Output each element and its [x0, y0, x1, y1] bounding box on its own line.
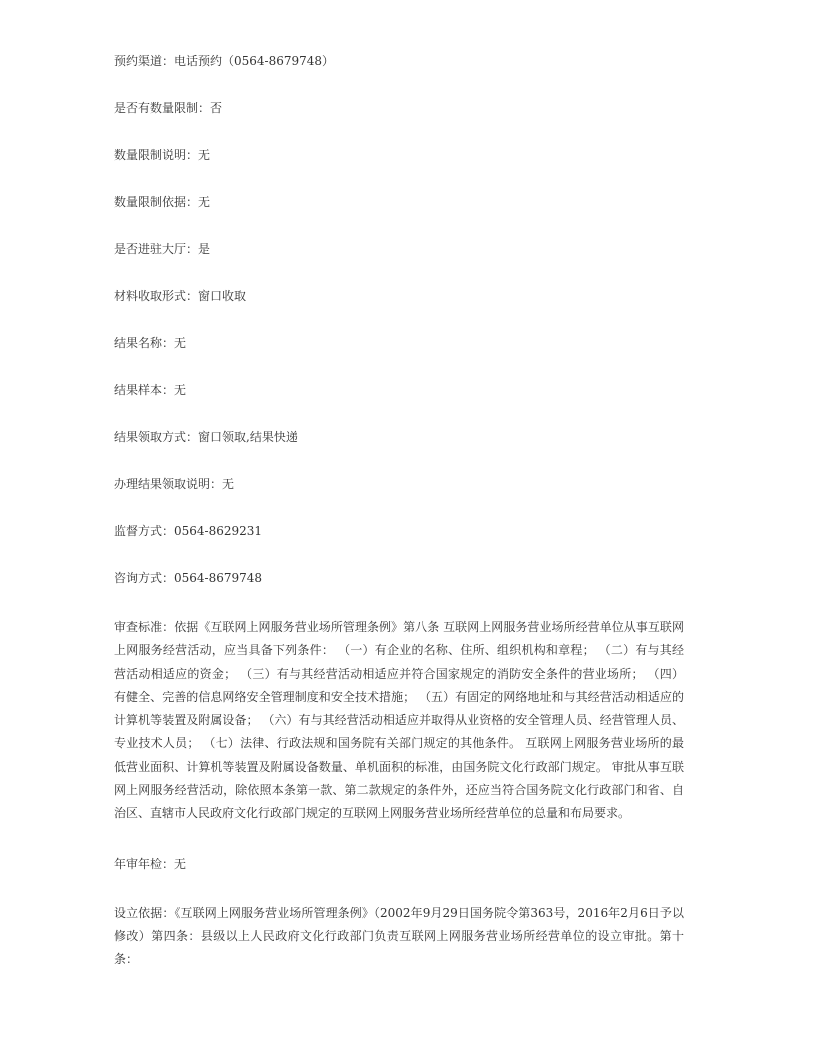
legal-basis-text: 《互联网上网服务营业场所管理条例》（2002年9月29日国务院令第363号，2016年2月6日予以修改）第四条：县级以上人民政府文化行政部门负责互联网上网服务营业场所经营单位的设立审批。第十条：: [114, 905, 684, 967]
field-value: 电话预约（0564-8679748）: [174, 54, 335, 68]
field-label: 预约渠道：: [114, 54, 175, 68]
legal-basis-label: 设立依据：: [114, 905, 175, 920]
field-quantity-limit-basis: [114, 193, 684, 211]
field-label: 是否有数量限制：: [114, 101, 211, 115]
field-annual-review: [114, 855, 684, 873]
field-quantity-limit-description: [114, 146, 684, 164]
field-value: 无: [198, 195, 211, 209]
field-result-name: [114, 334, 684, 352]
field-material-collection: [114, 287, 684, 305]
field-label: 结果名称：: [114, 336, 175, 350]
field-result-sample: [114, 381, 684, 399]
field-label: 材料收取形式：: [114, 289, 199, 303]
review-standard-paragraph: [114, 616, 684, 826]
field-label: 是否进驻大厅：: [114, 242, 199, 256]
field-label: 数量限制依据：: [114, 195, 199, 209]
field-label: 数量限制说明：: [114, 148, 199, 162]
field-in-service-hall: [114, 240, 684, 258]
field-value: 无: [174, 856, 187, 871]
field-value: 无: [174, 383, 187, 397]
review-standard-label: 审查标准：: [114, 620, 175, 634]
field-value: 0564-8679748: [174, 571, 263, 585]
field-label: 结果领取方式：: [114, 430, 199, 444]
field-result-pickup-note: [114, 475, 684, 493]
field-label: 结果样本：: [114, 383, 175, 397]
review-standard-text: 依据《互联网上网服务营业场所管理条例》第八条 互联网上网服务营业场所经营单位从事互联网上网服务经营活动，应当具备下列条件： （一）有企业的名称、住所、组织机构和章程； （二）有与其经营活动相适应的资金； （三）有与其经营活动相适应并符合国家规定的消防安全条件的营业场所； （四）有健全、完善的信息网络安全管理制度和安全技术措施； （五）有固定的网络地址和与其经营活动相适应的计算机等装置及附属设备； （六）有与其经营活动相适应并取得从业资格的安全管理人员、经营管理人员、专业技术人员； （七）法律、行政法规和国务院有关部门规定的其他条件。 互联网上网服务营业场所的最低营业面积、计算机等装置及附属设备数量、单机面积的标准，由国务院文化行政部门规定。 审批从事互联网上网服务经营活动，除依照本条第一款、第二款规定的条件外，还应当符合国务院文化行政部门和省、自治区、直辖市人民政府文化行政部门规定的互联网上网服务营业场所经营单位的总量和布局要求。: [114, 620, 684, 821]
field-label: 咨询方式：: [114, 571, 175, 585]
field-result-pickup-method: [114, 428, 684, 446]
legal-basis-paragraph: [114, 902, 684, 972]
field-value: 0564-8629231: [174, 524, 263, 538]
field-consultation: [114, 569, 684, 587]
field-label: 办理结果领取说明：: [114, 477, 223, 491]
field-value: 无: [222, 477, 235, 491]
field-label: 年审年检：: [114, 856, 175, 871]
field-booking-channel: [114, 52, 684, 70]
field-value: 是: [198, 242, 211, 256]
document-page: [114, 52, 684, 972]
field-value: 否: [210, 101, 223, 115]
field-label: 监督方式：: [114, 524, 175, 538]
field-value: 无: [174, 336, 187, 350]
field-supervision: [114, 522, 684, 540]
field-value: 窗口收取: [198, 289, 247, 303]
field-quantity-limit: [114, 99, 684, 117]
field-value: 无: [198, 148, 211, 162]
field-value: 窗口领取,结果快递: [198, 430, 298, 444]
